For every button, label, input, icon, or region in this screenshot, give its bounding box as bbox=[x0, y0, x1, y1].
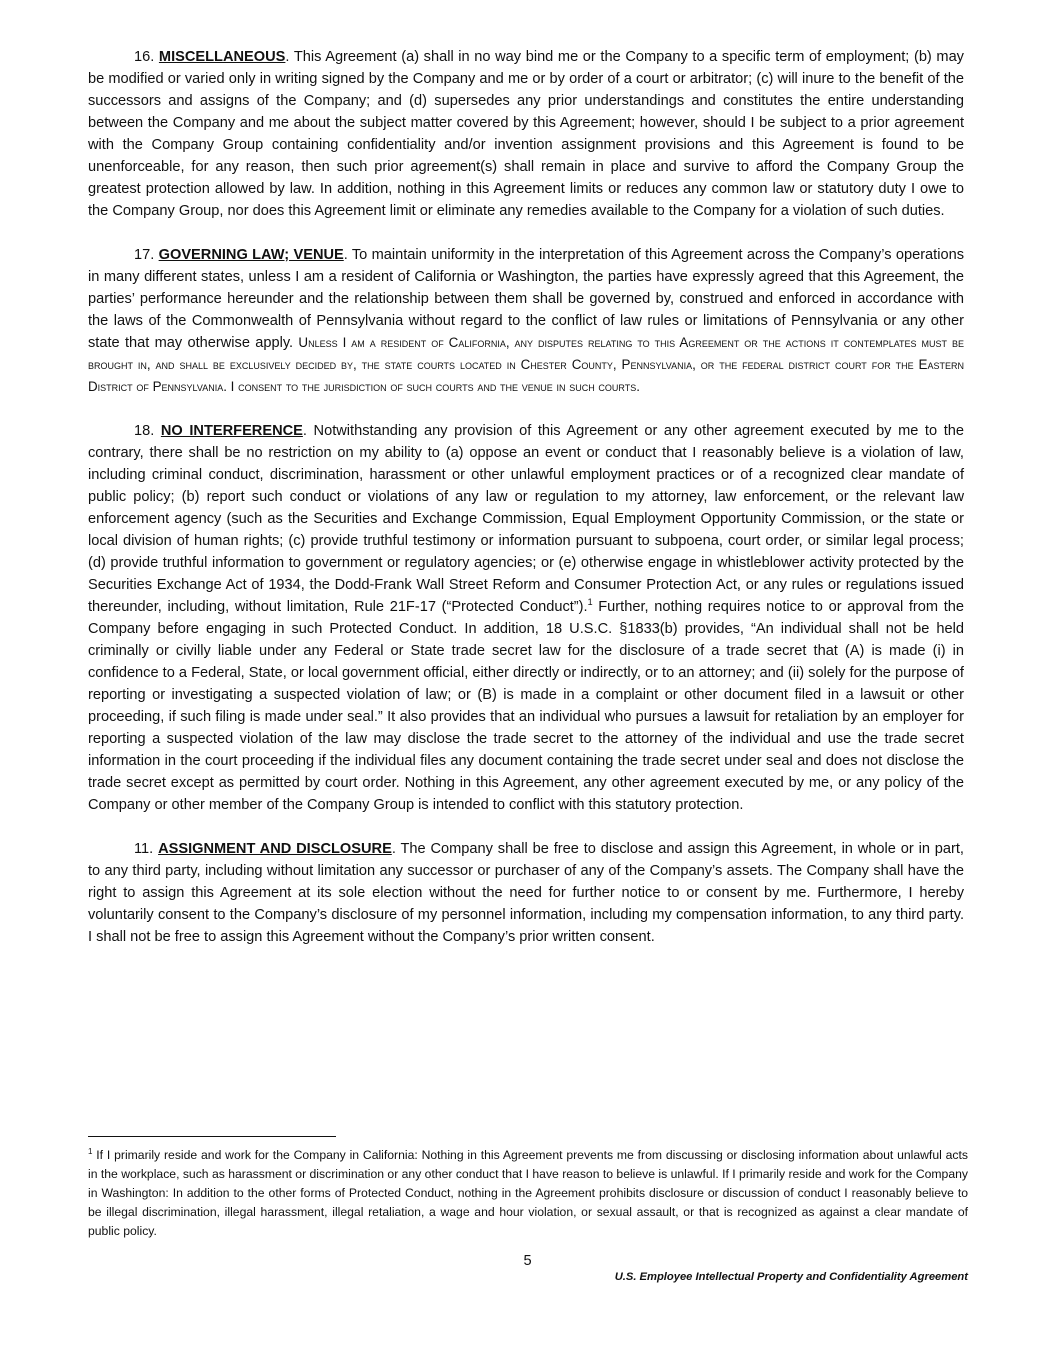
footnote-reference[interactable]: 1 bbox=[587, 597, 593, 608]
section-text-smallcaps: Unless I am a resident of California, any disputes relating to this Agreement or the actions it contemplates must be brought in, and shall be exclusively decided by, the state courts located in Chester County, Pennsylvania, or the federal district court for the Eastern District of Pennsylvania. I consent to the jurisdiction of such courts and the venue in such courts. bbox=[88, 335, 964, 394]
section-heading: MISCELLANEOUS bbox=[158, 49, 286, 65]
document-body bbox=[88, 46, 964, 970]
section-16-miscellaneous bbox=[88, 46, 964, 222]
section-text: The Company shall be free to disclose and assign this Agreement, in whole or in part, to any third party, including without limitation any successor or purchaser of any of the Company’s assets. The Company shall have the right to assign this Agreement at its sole election without the need for further notice to or consent by me. Furthermore, I hereby voluntarily consent to the Company’s disclosure of my personnel information, including my compensation information, to any third party. I shall not be free to assign this Agreement without the Company’s prior written consent. bbox=[88, 841, 964, 945]
section-text: Notwithstanding any provision of this Agreement or any other agreement executed by me to the contrary, there shall be no restriction on my ability to (a) oppose an event or conduct that I reasonably believe is a violation of law, including criminal conduct, discrimination, harassment or other unlawful employment practices or of a recognized clear mandate of public policy; (b) report such conduct or violations of any law or regulation to my attorney, law enforcement, or the relevant law enforcement agency (such as the Securities and Exchange Commission, Equal Employment Opportunity Commission, or the state or local division of human rights; (c) provide truthful testimony or information pursuant to subpoena, court order, or similar legal process; (d) provide truthful information to government or regulatory agencies; or (e) otherwise engage in whistleblower activity protected by the Securities Exchange Act of 1934, the Dodd-Frank Wall Street Reform and Consumer Protection Act, or any rules or regulations issued thereunder, including, without limitation, Rule 21F-17 (“Protected Conduct”). bbox=[88, 423, 964, 615]
heading-punctuation: . bbox=[391, 841, 401, 857]
heading-punctuation: . bbox=[302, 423, 314, 439]
section-text: To maintain uniformity in the interpretation of this Agreement across the Company’s operations in many different states, unless I am a resident of California or Washington, the parties have expressly agreed that this Agreement, the parties’ performance hereunder and the relationship between them shall be governed by, construed and enforced in accordance with the laws of the Commonwealth of Pennsylvania without regard to the conflict of law rules or limitations of Pennsylvania or any other state that may otherwise apply. bbox=[88, 247, 964, 351]
section-heading: GOVERNING LAW; VENUE bbox=[158, 247, 344, 263]
section-heading: ASSIGNMENT AND DISCLOSURE bbox=[158, 841, 392, 857]
footnote-marker: 1 bbox=[88, 1146, 93, 1156]
section-number: 18. bbox=[134, 423, 155, 439]
section-11-assignment bbox=[88, 838, 964, 948]
section-18-no-interference bbox=[88, 420, 964, 816]
footnote bbox=[88, 1146, 968, 1241]
section-text-continued: Further, nothing requires notice to or approval from the Company before engaging in such Protected Conduct. In addition, 18 U.S.C. §1833(b) provides, “An individual shall not be held criminally or civilly liable under any Federal or State trade secret law for the disclosure of a trade secret that (A) is made (i) in confidence to a Federal, State, or local government official, either directly or indirectly, or to an attorney; and (ii) solely for the purpose of reporting or investigating a suspected violation of law; or (B) is made in a complaint or other document filed in a lawsuit or other proceeding, if such filing is made under seal.” It also provides that an individual who pursues a lawsuit for retaliation by an employer for reporting a suspected violation of the law may disclose the trade secret to the attorney of the individual and use the trade secret information in the court proceeding if the individual files any document containing the trade secret under seal and does not disclose the trade secret except as permitted by court order. Nothing in this Agreement, any other agreement executed by me, or any policy of the Company or other member of the Company Group is intended to conflict with this statutory protection. bbox=[88, 599, 965, 813]
heading-punctuation: . bbox=[285, 49, 294, 65]
section-number: 11. bbox=[134, 841, 154, 857]
section-text: This Agreement (a) shall in no way bind me or the Company to a specific term of employment; (b) may be modified or varied only in writing signed by the Company and me or by order of a court or arbitrator; (c) will inure to the benefit of the successors and assigns of the Company; and (d) supersedes any prior understandings and constitutes the entire understanding between the Company and me about the subject matter covered by this Agreement; however, should I be subject to a prior agreement with the Company Group containing confidentiality and/or invention assignment provisions and this Agreement is found to be unenforceable, for any reason, then such prior agreement(s) shall remain in place and survive to afford the Company Group the greatest protection allowed by law. In addition, nothing in this Agreement limits or reduces any common law or statutory duty I owe to the Company Group, nor does this Agreement limit or eliminate any remedies available to the Company for a violation of such duties. bbox=[88, 49, 964, 219]
section-heading: NO INTERFERENCE bbox=[160, 423, 303, 439]
heading-punctuation: . bbox=[343, 247, 352, 263]
footer-title: U.S. Employee Intellectual Property and Confidentiality Agreement bbox=[614, 1271, 968, 1283]
page-number: 5 bbox=[523, 1253, 532, 1269]
section-17-governing-law bbox=[88, 244, 964, 398]
footnote-text: If I primarily reside and work for the Company in California: Nothing in this Agreement prevents me from discussing or disclosing information about unlawful acts in the workplace, such as harassment or discrimination or any other conduct that I have reason to believe is unlawful. If I primarily reside and work for the Company in Washington: In addition to the other forms of Protected Conduct, nothing in the Agreement prohibits disclosure or discussion of conduct I reasonably believe to be illegal discrimination, illegal harassment, illegal retaliation, a wage and hour violation, or sexual assault, or that is recognized as against a clear mandate of public policy. bbox=[88, 1148, 968, 1238]
section-number: 16. bbox=[134, 49, 155, 65]
section-number: 17. bbox=[134, 247, 155, 263]
footnote-separator bbox=[88, 1136, 336, 1137]
